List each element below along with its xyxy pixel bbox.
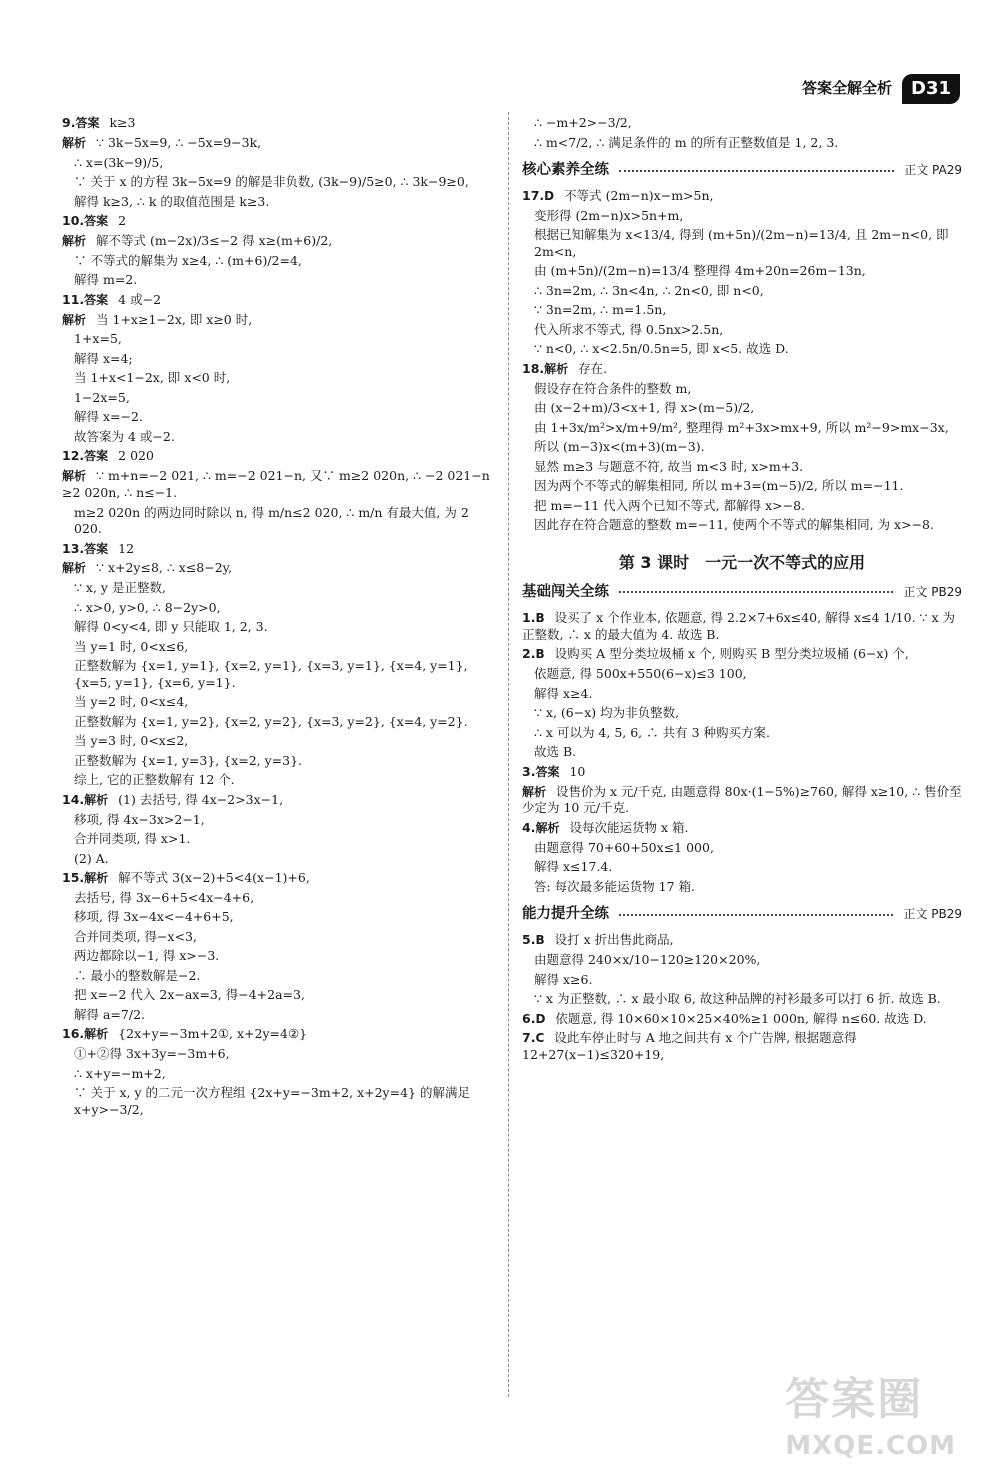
solution-line [522, 725, 962, 742]
solution-entry [522, 764, 962, 781]
solution-line [522, 1011, 962, 1028]
line-text: 存在. [578, 360, 608, 376]
solution-entry [522, 932, 962, 1007]
question-number: 16. [62, 1026, 85, 1042]
line-text: 1−2x=5, [74, 389, 130, 405]
line-text: 故选 B. [534, 744, 577, 760]
continued-solution [522, 115, 962, 151]
solution-entry [62, 560, 492, 788]
solution-line [62, 694, 492, 711]
question-number: 17. [522, 188, 545, 204]
solution-line [62, 812, 492, 829]
question-number: 2. [522, 646, 536, 662]
solution-line [62, 733, 492, 750]
solution-line [522, 322, 962, 339]
line-text: 两边都除以−1, 得 x>−3. [74, 948, 220, 964]
entry-label: B [535, 647, 545, 662]
entry-label: 答案 [75, 116, 100, 130]
solution-line [62, 468, 492, 501]
solution-line [62, 541, 492, 558]
solution-entry [522, 1030, 962, 1063]
section-ref: 正文 PB29 [903, 584, 962, 599]
solution-line [62, 409, 492, 426]
solution-line [62, 1026, 492, 1043]
solution-line [522, 879, 962, 896]
line-text: 由 1+3x/m²>x/m+9/m², 整理得 m²+3x>mx+9, 所以 m²−9>mx−3x, [534, 419, 949, 435]
section-title: 基础闯关全练 [522, 583, 609, 600]
solution-line [62, 851, 492, 868]
solution-entry [62, 312, 492, 446]
watermark [785, 1371, 956, 1463]
entry-label: 解析 [84, 792, 109, 807]
line-text: 解得 m=2. [74, 272, 138, 288]
line-text: 移项, 得 3x−4x<−4+6+5, [74, 909, 234, 925]
solution-line [522, 1030, 962, 1063]
line-text: ∵ n<0, ∴ x<2.5n/0.5n=5, 即 x<5. 故选 D. [534, 341, 789, 357]
solution-line [62, 772, 492, 789]
section-ref: 正文 PB29 [903, 906, 962, 921]
line-text: 由 (m+5n)/(2m−n)=13/4 整理得 4m+20n=26m−13n, [534, 263, 866, 279]
section-header-advanced [522, 905, 962, 924]
question-number: 14. [62, 791, 85, 807]
line-text: 根据已知解集为 x<13/4, 得到 (m+5n)/(2m−n)=13/4, 且 2m−n<0, 即 2m<n, [534, 227, 949, 259]
line-text: 解得 x=−2. [74, 409, 143, 425]
solution-line [62, 155, 492, 172]
solution-line [62, 505, 492, 538]
question-number: 7. [522, 1030, 536, 1046]
entry-label: 答案 [84, 541, 109, 556]
solution-line [62, 658, 492, 691]
solution-entry [62, 292, 492, 309]
line-text: 解得 a=7/2. [74, 1006, 145, 1022]
solution-line [522, 646, 962, 663]
solution-line [62, 929, 492, 946]
line-text: 解不等式 3(x−2)+5<4(x−1)+6, [118, 870, 310, 886]
line-text: 4 或−2 [118, 291, 162, 307]
solution-line [522, 764, 962, 781]
solution-line [62, 580, 492, 597]
solution-entry [522, 610, 962, 643]
line-text: 正整数解为 {x=1, y=1}, {x=2, y=1}, {x=3, y=1}, {x=4, y=1}, {x=5, y=1}, {x=6, y=1}. [74, 658, 468, 690]
dotted-rule [619, 170, 894, 172]
solution-entry [62, 115, 492, 132]
line-text: 变形得 (2m−n)x>5n+m, [534, 207, 684, 223]
solution-line [522, 283, 962, 300]
line-text: 合并同类项, 得 x>1. [74, 831, 191, 847]
header-title: 答案全解全析 [801, 79, 892, 98]
lesson-title: 第 3 课时 一元一次不等式的应用 [618, 552, 866, 572]
solution-line [62, 1066, 492, 1083]
entry-label: 答案 [535, 764, 560, 779]
line-text: 正整数解为 {x=1, y=2}, {x=2, y=2}, {x=3, y=2}, {x=4, y=2}. [74, 713, 468, 729]
solution-line: ∴ m<7/2, ∴ 满足条件的 m 的所有正整数值是 1, 2, 3. [534, 134, 839, 150]
solution-entry [522, 188, 962, 358]
line-text: 依题意, 得 10×60×10×25×40%≥1 000n, 解得 n≤60. 故选 D. [555, 1010, 927, 1026]
line-text: 因为两个不等式的解集相同, 所以 m+3=(m−5)/2, 所以 m=−11. [534, 478, 904, 494]
question-number: 4. [522, 819, 536, 835]
solution-line [522, 840, 962, 857]
line-text: 显然 m≥3 与题意不符, 故当 m<3 时, x>m+3. [534, 458, 804, 474]
solution-line [62, 194, 492, 211]
line-text: 综上, 它的正整数解有 12 个. [74, 772, 235, 788]
question-number: 13. [62, 540, 85, 556]
solution-line [62, 560, 492, 577]
line-text: 设买了 x 个作业本, 依题意, 得 2.2×7+6x≤40, 解得 x≤4 1/10. ∵ x 为正整数, ∴ x 的最大值为 4. 故选 B. [522, 610, 955, 642]
line-text: ∵ m+n=−2 021, ∴ m=−2 021−n, 又∵ m≥2 020n, ∴ −2 021−n ≥2 020n, ∴ n≤−1. [62, 468, 490, 501]
solution-line [522, 517, 962, 534]
solution-line [62, 1046, 492, 1063]
line-text: 故答案为 4 或−2. [74, 428, 175, 444]
line-text: ∴ x=(3k−9)/5, [74, 154, 164, 170]
section-title: 核心素养全练 [522, 162, 609, 178]
line-text: 由题意得 70+60+50x≤1 000, [534, 839, 714, 855]
line-text: 解得 k≥3, ∴ k 的取值范围是 k≥3. [74, 193, 270, 209]
entry-label: 解析 [544, 361, 569, 376]
line-text: 不等式 (2m−n)x−m>5n, [564, 188, 714, 204]
line-text: 解得 x≤17.4. [534, 859, 613, 875]
solution-entry [62, 792, 492, 867]
solution-line [522, 208, 962, 225]
line-text: 解得 x≥4. [534, 685, 593, 701]
solution-line [522, 302, 962, 319]
solution-line [522, 932, 962, 949]
solution-line [62, 948, 492, 965]
question-number: 6. [522, 1010, 536, 1026]
solution-line [62, 968, 492, 985]
solution-entry [62, 870, 492, 1023]
entry-label: 答案 [84, 449, 109, 464]
line-text: 把 m=−11 代入两个已知不等式, 都解得 x>−8. [534, 497, 805, 513]
line-text: 解得 x=4; [74, 350, 133, 366]
solution-entry [62, 468, 492, 537]
line-text: ∴ 最小的整数解是−2. [74, 967, 201, 983]
watermark-url: MXQE.COM [785, 1430, 956, 1461]
line-text: 依题意, 得 500x+550(6−x)≤3 100, [534, 666, 747, 682]
solution-line [62, 619, 492, 636]
solution-line [62, 714, 492, 731]
solution-entry [522, 646, 962, 760]
line-text: m≥2 020n 的两边同时除以 n, 得 m/n≤2 020, ∴ m/n 有最大值, 为 2 020. [74, 504, 469, 537]
left-column [62, 112, 492, 1121]
line-text: 移项, 得 4x−3x>2−1, [74, 811, 205, 827]
solution-line [522, 498, 962, 515]
line-text: ∵ 3k−5x=9, ∴ −5x=9−3k, [96, 134, 262, 150]
line-text: ∵ 关于 x, y 的二元一次方程组 {2x+y=−3m+2, x+2y=4} 的解满足 x+y>−3/2, [74, 1085, 470, 1117]
line-text: 把 x=−2 代入 2x−ax=3, 得−4+2a=3, [74, 987, 305, 1003]
line-text: {2x+y=−3m+2①, x+2y=4②} [118, 1026, 308, 1042]
line-text: 设每次能运货物 x 箱. [569, 819, 689, 835]
section-advanced-entries [522, 932, 962, 1063]
line-text: (2) A. [74, 850, 109, 866]
line-text: 当 1+x<1−2x, 即 x<0 时, [74, 370, 231, 386]
solution-entry [62, 1026, 492, 1118]
solution-line [522, 820, 962, 837]
dotted-rule [619, 914, 893, 916]
line-text: 因此存在符合题意的整数 m=−11, 使两个不等式的解集相同, 为 x>−8. [534, 517, 934, 533]
question-number: 10. [62, 213, 85, 229]
line-text: 当 y=1 时, 0<x≤6, [74, 638, 189, 654]
question-number: 5. [522, 932, 536, 948]
entry-label: D [535, 1011, 546, 1026]
line-text: 由题意得 240×x/10−120≥120×20%, [534, 952, 761, 968]
question-number: 11. [62, 291, 85, 307]
solution-line [522, 400, 962, 417]
line-text: 由 (x−2+m)/3<x+1, 得 x>(m−5)/2, [534, 400, 755, 416]
entry-label: 解析 [62, 312, 87, 327]
solution-line [62, 890, 492, 907]
solution-line [62, 174, 492, 191]
line-text: ∴ x+y=−m+2, [74, 1065, 166, 1081]
line-text: 代入所求不等式, 得 0.5nx>2.5n, [534, 321, 724, 337]
solution-entry [522, 784, 962, 817]
solution-line [522, 784, 962, 817]
solution-entry [62, 213, 492, 230]
solution-entry [62, 233, 492, 289]
line-text: 所以 (m−3)x<(m+3)(m−3). [534, 439, 705, 455]
solution-line [522, 859, 962, 876]
solution-entry [62, 448, 492, 465]
line-text: ∵ x, (6−x) 均为非负整数, [534, 705, 680, 721]
solution-line [522, 744, 962, 761]
entry-label: 解析 [62, 233, 87, 248]
solution-entry [62, 541, 492, 558]
solution-entry [522, 1011, 962, 1028]
line-text: 12 [118, 540, 135, 556]
solution-line [522, 686, 962, 703]
line-text: (1) 去括号, 得 4x−2>3x−1, [118, 791, 284, 807]
solution-line [62, 792, 492, 809]
line-text: k≥3 [109, 115, 136, 130]
dotted-rule [619, 591, 893, 593]
solution-line [62, 135, 492, 152]
solution-line [522, 361, 962, 378]
line-text: 1+x=5, [74, 331, 122, 347]
column-divider [508, 112, 509, 1397]
line-text: ∵ 关于 x 的方程 3k−5x=9 的解是非负数, (3k−9)/5≥0, ∴ 3k−9≥0, [74, 174, 469, 190]
question-number: 12. [62, 448, 85, 464]
line-text: ∵ x, y 是正整数, [74, 580, 166, 596]
line-text: ∵ x 为正整数, ∴ x 最小取 6, 故这种品牌的衬衫最多可以打 6 折. 故选 B. [534, 991, 941, 1007]
line-text: 设售价为 x 元/千克, 由题意得 80x·(1−5%)≥760, 解得 x≥10, ∴ 售价至少定为 10 元/千克. [522, 783, 962, 816]
entry-label: 解析 [84, 871, 109, 886]
section-title: 能力提升全练 [522, 906, 609, 923]
solution-line [62, 987, 492, 1004]
line-text: 设购买 A 型分类垃圾桶 x 个, 则购买 B 型分类垃圾桶 (6−x) 个, [554, 646, 909, 662]
line-text: 正整数解为 {x=1, y=3}, {x=2, y=3}. [74, 752, 303, 768]
entry-label: 答案 [84, 214, 109, 229]
solution-line [62, 213, 492, 230]
section-header-core [522, 161, 962, 180]
solution-line [62, 312, 492, 329]
line-text: 设打 x 折出售此商品, [554, 932, 674, 948]
solution-line [62, 115, 492, 132]
solution-line [522, 381, 962, 398]
solution-entry [522, 820, 962, 895]
solution-line [62, 870, 492, 887]
solution-line [522, 459, 962, 476]
question-number: 3. [522, 763, 536, 779]
line-text: 设此车停止时与 A 地之间共有 x 个广告牌, 根据题意得 12+27(x−1)≤320+19, [522, 1030, 857, 1063]
solution-line [62, 253, 492, 270]
solution-line [62, 370, 492, 387]
solution-line [62, 429, 492, 446]
question-number: 18. [522, 360, 545, 376]
entry-label: 答案 [84, 292, 109, 307]
entry-label: B [535, 933, 545, 948]
solution-line [62, 233, 492, 250]
solution-entry [62, 135, 492, 210]
solution-line [62, 639, 492, 656]
line-text: 解得 x≥6. [534, 971, 593, 987]
solution-line [62, 351, 492, 368]
line-text: ∵ 不等式的解集为 x≥4, ∴ (m+6)/2=4, [74, 252, 302, 268]
solution-line [62, 753, 492, 770]
line-text: 解得 0<y<4, 即 y 只能取 1, 2, 3. [74, 619, 268, 635]
solution-line [522, 705, 962, 722]
entry-label: 解析 [62, 469, 87, 484]
line-text: 当 y=3 时, 0<x≤2, [74, 733, 189, 749]
section-core-entries [522, 188, 962, 534]
solution-line [62, 448, 492, 465]
solution-line [522, 666, 962, 683]
solution-line [522, 188, 962, 205]
solution-line [522, 420, 962, 437]
solution-line [522, 610, 962, 643]
line-text: ∴ 3n=2m, ∴ 3n<4n, ∴ 2n<0, 即 n<0, [534, 282, 764, 298]
line-text: 解不等式 (m−2x)/3≤−2 得 x≥(m+6)/2, [96, 232, 333, 248]
entry-label: C [535, 1031, 545, 1046]
solution-line [62, 1007, 492, 1024]
solution-line [62, 909, 492, 926]
solution-line [522, 263, 962, 280]
entry-label: 解析 [62, 135, 87, 150]
question-number: 15. [62, 870, 85, 886]
solution-line [62, 331, 492, 348]
solution-line [522, 227, 962, 260]
line-text: 假设存在符合条件的整数 m, [534, 380, 692, 396]
line-text: 去括号, 得 3x−6+5<4x−4+6, [74, 889, 255, 905]
line-text: 当 y=2 时, 0<x≤4, [74, 694, 189, 710]
entry-label: 解析 [62, 561, 87, 576]
solution-line [522, 972, 962, 989]
page-header [802, 72, 960, 106]
solution-line [522, 478, 962, 495]
question-number: 9. [62, 115, 76, 130]
solution-line [522, 952, 962, 969]
watermark-text: 答案圈 [785, 1373, 924, 1425]
line-text: ∵ 3n=2m, ∴ m=1.5n, [534, 302, 667, 318]
line-text: ①+②得 3x+3y=−3m+6, [74, 1046, 230, 1062]
line-text: 2 [118, 213, 127, 229]
entry-label: D [544, 189, 555, 204]
solution-line [62, 1085, 492, 1118]
page-code-badge: D31 [902, 74, 960, 104]
solution-line [62, 292, 492, 309]
right-column [522, 112, 962, 1067]
line-text: 答: 每次最多能运货物 17 箱. [534, 878, 696, 894]
entry-label: 解析 [522, 784, 547, 799]
solution-line [62, 831, 492, 848]
question-number: 1. [522, 610, 536, 626]
solution-line [62, 600, 492, 617]
line-text: ∴ x 可以为 4, 5, 6, ∴ 共有 3 种购买方案. [534, 724, 770, 740]
solution-line [62, 272, 492, 289]
line-text: 合并同类项, 得−x<3, [74, 928, 197, 944]
solution-line [522, 439, 962, 456]
entry-label: 解析 [535, 820, 560, 835]
line-text: 当 1+x≥1−2x, 即 x≥0 时, [96, 311, 253, 327]
section-ref: 正文 PA29 [904, 162, 962, 177]
entry-label: 解析 [84, 1027, 109, 1042]
line-text: ∴ x>0, y>0, ∴ 8−2y>0, [74, 599, 221, 615]
line-text: 2 020 [118, 448, 154, 464]
section-basic-entries [522, 610, 962, 895]
solution-line [522, 991, 962, 1008]
line-text: ∵ x+2y≤8, ∴ x≤8−2y, [96, 560, 233, 576]
line-text: 10 [569, 763, 586, 779]
solution-line [62, 390, 492, 407]
solution-line: ∴ −m+2>−3/2, [534, 115, 632, 130]
section-header-basic [522, 583, 962, 602]
solution-entry [522, 361, 962, 534]
solution-line [522, 341, 962, 358]
entry-label: B [535, 611, 545, 626]
